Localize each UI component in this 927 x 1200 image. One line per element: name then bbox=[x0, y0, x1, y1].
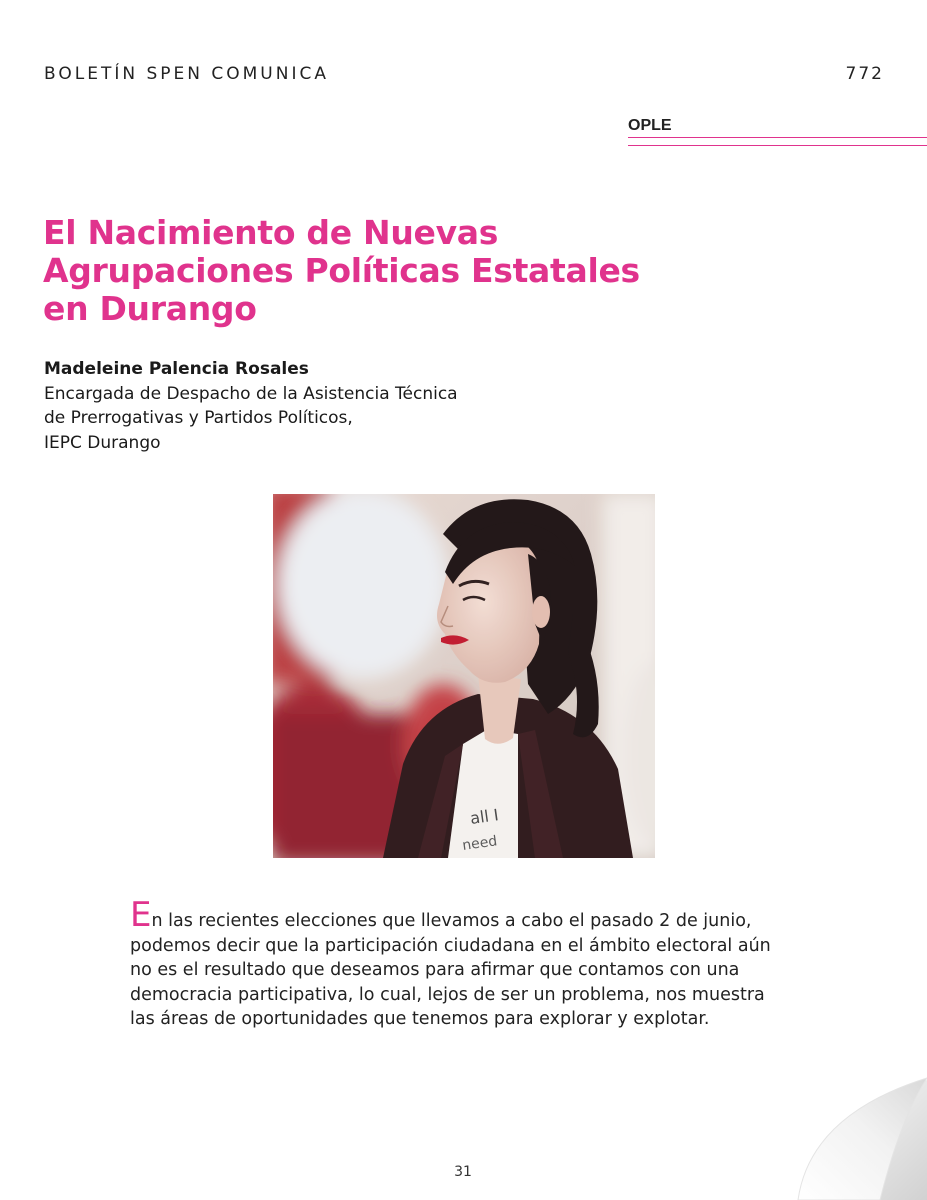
article-title-line: Agrupaciones Políticas Estatales bbox=[43, 251, 640, 290]
author-role-line: de Prerrogativas y Partidos Políticos, bbox=[44, 408, 353, 428]
lead-line: no es el resultado que deseamos para afirmar que contamos con una bbox=[130, 960, 740, 980]
publication-title: BOLETÍN SPEN COMUNICA bbox=[44, 64, 329, 84]
svg-text:all I: all I bbox=[468, 805, 500, 828]
article-title-line: El Nacimiento de Nuevas bbox=[43, 213, 499, 252]
section-rule bbox=[628, 137, 927, 146]
author-block bbox=[44, 357, 564, 455]
lead-line: democracia participativa, lo cual, lejos de ser un problema, nos muestra bbox=[130, 984, 765, 1005]
author-role-line: Encargada de Despacho de la Asistencia Técnica bbox=[44, 383, 458, 404]
article-title bbox=[43, 214, 663, 328]
lead-line: las áreas de oportunidades que tenemos para explorar y explotar. bbox=[130, 1009, 710, 1029]
section-label: OPLE bbox=[628, 117, 672, 134]
issue-number: 772 bbox=[845, 64, 884, 84]
lead-first-line-text: n las recientes elecciones que llevamos a cabo el pasado 2 de junio, bbox=[151, 911, 752, 931]
page-curl-corner[interactable] bbox=[780, 1060, 927, 1200]
drop-cap: E bbox=[130, 895, 152, 935]
svg-text:need: need bbox=[461, 833, 499, 854]
lead-paragraph bbox=[130, 895, 810, 1032]
lead-line: podemos decir que la participación ciudadana en el ámbito electoral aún bbox=[130, 935, 771, 956]
page-number: 31 bbox=[454, 1164, 472, 1180]
author-photo bbox=[273, 494, 655, 858]
author-name: Madeleine Palencia Rosales bbox=[44, 359, 309, 379]
article-title-line: en Durango bbox=[43, 289, 257, 328]
lead-line bbox=[130, 895, 810, 935]
author-role-line: IEPC Durango bbox=[44, 432, 161, 453]
